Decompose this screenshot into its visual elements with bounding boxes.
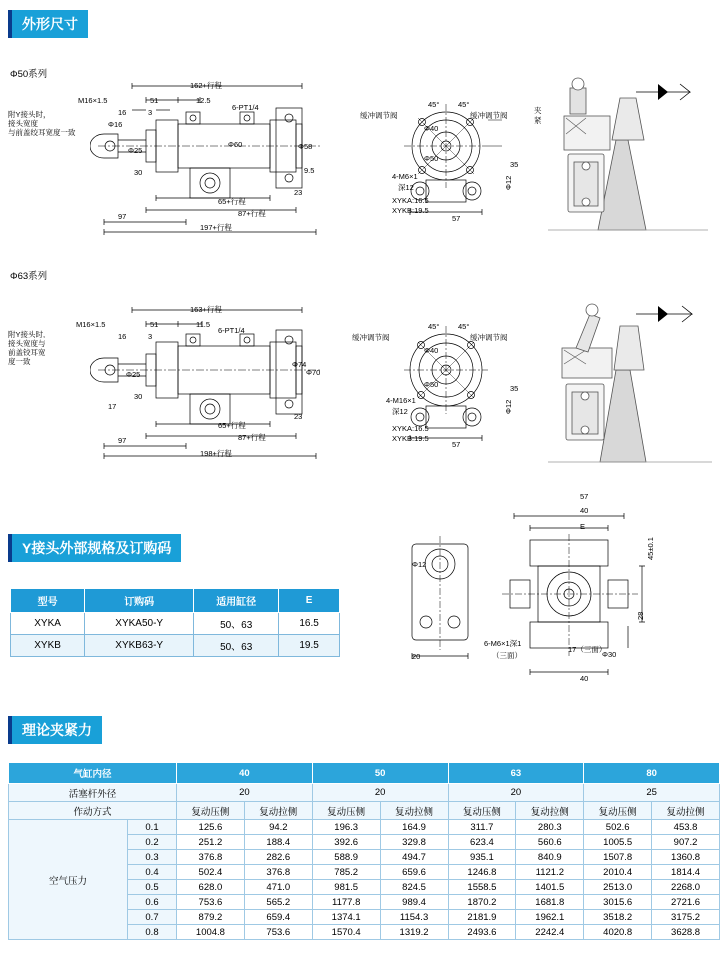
force-5-0: 753.6 [177,895,245,910]
rod-value-80: 25 [584,784,720,802]
pressure-2: 0.3 [128,850,177,865]
col-model: 型号 [11,589,85,613]
label-phi40-63: Φ40 [424,346,439,355]
dim-23: 23 [294,188,303,197]
force-4-3: 824.5 [380,880,448,895]
label-phi40-50: Φ40 [424,124,439,133]
yj-dim-45: 45±0.1 [646,537,655,560]
dim-87-stroke: 87+行程 [238,209,266,218]
force-5-7: 2721.6 [652,895,720,910]
cell-e: 16.5 [279,613,340,635]
label-depth12-50: 深12 [398,183,414,192]
bore-value-50: 50 [312,763,448,784]
dim63-16: 16 [118,332,127,341]
clamp-force-table [8,762,720,940]
yj-dim-40-bottom: 40 [580,674,589,683]
label-angle-45-a-63: 45° [428,322,440,331]
force-7-4: 2493.6 [448,925,516,940]
pressure-5: 0.6 [128,895,177,910]
label-35-63: 35 [510,384,519,393]
force-1-2: 392.6 [312,835,380,850]
bore-value-80: 80 [584,763,720,784]
force-0-3: 164.9 [380,820,448,835]
force-0-6: 502.6 [584,820,652,835]
force-7-5: 2242.4 [516,925,584,940]
dim63-phi74: Φ74 [292,360,307,369]
cell-model: XYKA [11,613,85,635]
force-5-4: 1870.2 [448,895,516,910]
force-2-3: 494.7 [380,850,448,865]
dim-9-5: 9.5 [304,166,315,175]
rod-value-63: 20 [448,784,584,802]
section-header-y-joint [8,534,181,562]
dim-6pt14: 6-PT1/4 [232,103,259,112]
label-cushion-valve-right-50: 缓冲调节阀 [470,111,508,120]
label-phi12-50: Φ12 [504,175,513,190]
force-5-2: 1177.8 [312,895,380,910]
force-7-7: 3628.8 [652,925,720,940]
yj-dim-phi12: Φ12 [412,560,427,569]
force-6-0: 879.2 [177,910,245,925]
label-phi12-63: Φ12 [504,399,513,414]
label-angle-45-a-50: 45° [428,100,440,109]
row-label-rod: 活塞杆外径 [9,784,177,802]
dim-30: 30 [134,168,143,177]
force-4-0: 628.0 [177,880,245,895]
table-row-action [9,802,720,820]
bore-value-63: 63 [448,763,584,784]
force-3-0: 502.4 [177,865,245,880]
force-7-1: 753.6 [244,925,312,940]
col-e: E [279,589,340,613]
dim-phi25: Φ25 [128,146,143,155]
action-col-6: 复动压侧 [584,802,652,820]
force-3-1: 376.8 [244,865,312,880]
dim-51: 51 [150,96,159,105]
section-title-dimensions: 外形尺寸 [8,10,88,38]
yj-dim-17: 17（三面） [568,645,607,654]
force-2-5: 840.9 [516,850,584,865]
force-6-4: 2181.9 [448,910,516,925]
dim63-163-stroke: 163+行程 [190,305,222,314]
yj-dim-three-faces: （三面） [492,651,522,660]
force-1-1: 188.4 [244,835,312,850]
force-2-1: 282.6 [244,850,312,865]
force-1-5: 560.6 [516,835,584,850]
label-clamp-50: 夹 紧 [534,106,542,125]
label-cushion-valve-left-50: 缓冲调节阀 [360,111,398,120]
section-header-clamp-force [8,716,102,744]
force-1-7: 907.2 [652,835,720,850]
dim-197-stroke: 197+行程 [200,223,232,232]
force-3-3: 659.6 [380,865,448,880]
force-0-5: 280.3 [516,820,584,835]
force-4-7: 2268.0 [652,880,720,895]
force-4-2: 981.5 [312,880,380,895]
label-phi50-50: Φ50 [424,154,439,163]
drawing-phi50-application [540,62,720,237]
force-2-0: 376.8 [177,850,245,865]
label-4m16-63: 4-M16×1 [386,396,416,405]
note-phi63: 附Y接头时, 接头宽度与 前盖铰耳宽 度一致 [8,330,46,366]
force-0-4: 311.7 [448,820,516,835]
action-col-5: 复动拉侧 [516,802,584,820]
force-6-5: 1962.1 [516,910,584,925]
cell-order-code: XYKB63-Y [85,635,194,657]
action-col-1: 复动拉侧 [244,802,312,820]
label-xyka-63: XYKA:16.5 [392,424,429,433]
label-cushion-valve-left-63: 缓冲调节阀 [352,333,390,342]
force-2-4: 935.1 [448,850,516,865]
dim63-3: 3 [148,332,153,341]
label-cushion-valve-right-63: 缓冲调节阀 [470,333,508,342]
dim-162-stroke: 162+行程 [190,81,222,90]
force-3-6: 2010.4 [584,865,652,880]
force-0-2: 196.3 [312,820,380,835]
force-7-2: 1570.4 [312,925,380,940]
yj-dim-20: 20 [412,652,421,661]
cell-model: XYKB [11,635,85,657]
force-1-6: 1005.5 [584,835,652,850]
dim-phi16: Φ16 [108,120,123,129]
dim63-phi70: Φ70 [306,368,321,377]
label-57-50: 57 [452,214,461,223]
cell-e: 19.5 [279,635,340,657]
dim-phi60: Φ60 [228,140,243,149]
row-label-pressure: 空气压力 [9,820,128,940]
dim63-30: 30 [134,392,143,401]
force-3-7: 1814.4 [652,865,720,880]
col-bore: 适用缸径 [194,589,279,613]
dim-65-stroke: 65+行程 [218,197,246,206]
cell-bore: 50、63 [194,635,279,657]
yj-dim-40-top: 40 [580,506,589,515]
col-order-code: 订购码 [85,589,194,613]
drawing-y-joint [392,500,672,690]
row-label-action: 作动方式 [9,802,177,820]
dim63-97: 97 [118,436,127,445]
pressure-1: 0.2 [128,835,177,850]
label-depth12-63: 深12 [392,407,408,416]
action-col-4: 复动压侧 [448,802,516,820]
pressure-6: 0.7 [128,910,177,925]
dim-3: 3 [148,108,153,117]
dim63-65-stroke: 65+行程 [218,421,246,430]
table-header-row [11,589,340,613]
dim63-87-stroke: 87+行程 [238,433,266,442]
label-xyka-50: XYKA:16.5 [392,196,429,205]
cell-bore: 50、63 [194,613,279,635]
series-label-50: Φ50系列 [10,69,48,80]
section-title-clamp-force: 理论夹紧力 [8,716,102,744]
yj-dim-28: 28 [636,611,645,620]
force-6-1: 659.4 [244,910,312,925]
dim-16: 16 [118,108,127,117]
dim63-6pt14: 6-PT1/4 [218,326,245,335]
section-header-dimensions [8,10,88,38]
dim-97: 97 [118,212,127,221]
yj-dim-e: E [580,522,586,531]
force-4-1: 471.0 [244,880,312,895]
force-1-0: 251.2 [177,835,245,850]
force-5-3: 989.4 [380,895,448,910]
force-3-4: 1246.8 [448,865,516,880]
series-label-63: Φ63系列 [10,271,48,282]
force-6-6: 3518.2 [584,910,652,925]
pressure-3: 0.4 [128,865,177,880]
force-2-2: 588.9 [312,850,380,865]
label-57-63: 57 [452,440,461,449]
row-label-bore: 气缸内径 [9,763,177,784]
note-phi50: 附Y接头时， 接头宽度 与前盖绞耳宽度一致 [8,110,76,137]
yj-dim-phi30: Φ30 [602,650,617,659]
action-col-2: 复动压侧 [312,802,380,820]
pressure-7: 0.8 [128,925,177,940]
force-1-3: 329.8 [380,835,448,850]
force-6-3: 1154.3 [380,910,448,925]
label-4m6-50: 4-M6×1 [392,172,418,181]
force-5-6: 3015.6 [584,895,652,910]
yj-dim-6m6: 6-M6×1深1 [484,639,522,648]
dim63-m16: M16×1.5 [76,320,106,329]
dim63-51: 51 [150,320,159,329]
table-row [11,635,340,657]
force-7-6: 4020.8 [584,925,652,940]
dim63-phi25: Φ25 [126,370,141,379]
label-xykb-50: XYKB:19.5 [392,206,429,215]
force-0-1: 94.2 [244,820,312,835]
dim-m16: M16×1.5 [78,96,108,105]
section-title-y-joint: Y接头外部规格及订购码 [8,534,181,562]
label-angle-45-b-63: 45° [458,322,470,331]
pressure-4: 0.5 [128,880,177,895]
force-3-2: 785.2 [312,865,380,880]
force-6-7: 3175.2 [652,910,720,925]
dim63-11-5: 11.5 [196,320,211,329]
yj-dim-57: 57 [580,492,589,501]
table-row [11,613,340,635]
force-2-7: 1360.8 [652,850,720,865]
table-row-rod [9,784,720,802]
force-7-0: 1004.8 [177,925,245,940]
dim63-23: 23 [294,412,303,421]
dim-12-5: 12.5 [196,96,211,105]
force-2-6: 1507.8 [584,850,652,865]
drawing-phi63-application [540,288,720,468]
cell-order-code: XYKA50-Y [85,613,194,635]
table-row-bore [9,763,720,784]
force-7-3: 1319.2 [380,925,448,940]
y-joint-table [10,588,340,657]
dim-phi58: Φ58 [298,142,313,151]
label-xykb-63: XYKB:19.5 [392,434,429,443]
action-col-3: 复动拉侧 [380,802,448,820]
force-1-4: 623.4 [448,835,516,850]
bore-value-40: 40 [177,763,313,784]
force-4-4: 1558.5 [448,880,516,895]
force-0-7: 453.8 [652,820,720,835]
pressure-0: 0.1 [128,820,177,835]
force-0-0: 125.6 [177,820,245,835]
dim63-17: 17 [108,402,117,411]
rod-value-50: 20 [312,784,448,802]
force-4-5: 1401.5 [516,880,584,895]
label-angle-45-b-50: 45° [458,100,470,109]
action-col-7: 复动拉侧 [652,802,720,820]
label-phi50-63: Φ50 [424,380,439,389]
force-5-1: 565.2 [244,895,312,910]
label-35-50: 35 [510,160,519,169]
action-col-0: 复动压侧 [177,802,245,820]
force-4-6: 2513.0 [584,880,652,895]
force-5-5: 1681.8 [516,895,584,910]
rod-value-40: 20 [177,784,313,802]
dim63-198-stroke: 198+行程 [200,449,232,458]
table-row [9,820,720,835]
force-6-2: 1374.1 [312,910,380,925]
force-3-5: 1121.2 [516,865,584,880]
